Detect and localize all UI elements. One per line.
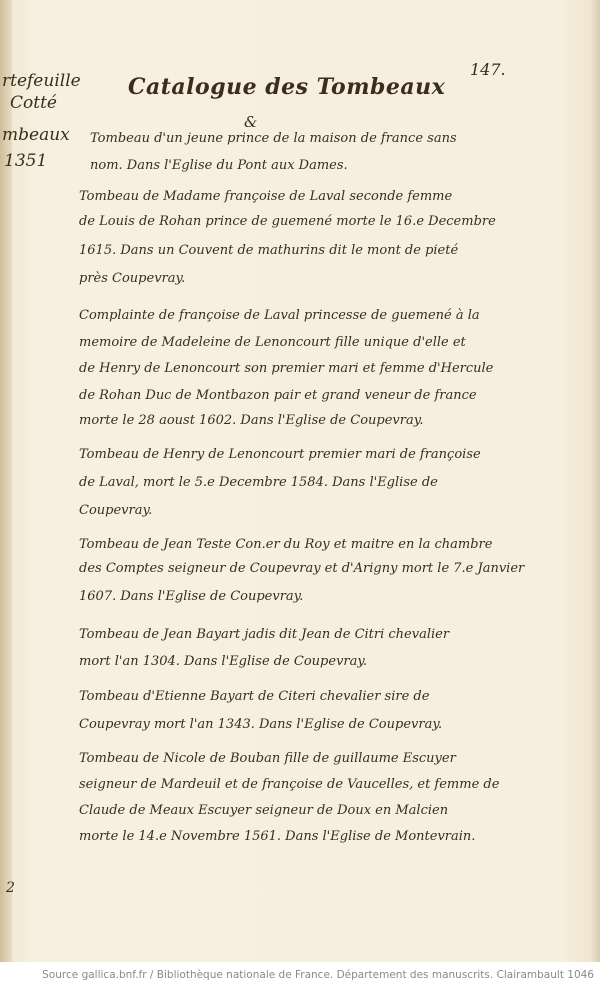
manuscript-line: de Henry de Lenoncourt son premier mari et femme d'Hercule [79, 361, 494, 376]
page-title: Catalogue des Tombeaux [128, 74, 446, 100]
title-ampersand: & [244, 113, 258, 131]
manuscript-line: près Coupevray. [79, 271, 186, 286]
margin-note-line: mbeaux [2, 125, 70, 145]
manuscript-line: Tombeau de Jean Bayart jadis dit Jean de Citri chevalier [79, 627, 450, 642]
manuscript-line: Tombeau d'un jeune prince de la maison de france sans [90, 131, 457, 146]
manuscript-line: Tombeau de Nicole de Bouban fille de guillaume Escuyer [79, 751, 456, 766]
manuscript-line: memoire de Madeleine de Lenoncourt fille unique d'elle et [79, 335, 466, 350]
manuscript-line: de Rohan Duc de Montbazon pair et grand veneur de france [79, 388, 477, 403]
source-credit-footer: Source gallica.bnf.fr / Bibliothèque nationale de France. Département des manuscrits. Clairambault 1046 [0, 962, 600, 989]
manuscript-line: de Louis de Rohan prince de guemené morte le 16.e Decembre [79, 214, 496, 229]
manuscript-line: seigneur de Mardeuil et de françoise de Vaucelles, et femme de [79, 777, 500, 792]
page-edge-shadow [590, 0, 600, 962]
folio-number: 147. [470, 60, 506, 79]
manuscript-line: Tombeau de Jean Teste Con.er du Roy et maitre en la chambre [79, 537, 493, 552]
manuscript-line: morte le 14.e Novembre 1561. Dans l'Eglise de Montevrain. [79, 829, 476, 844]
manuscript-line: des Comptes seigneur de Coupevray et d'Arigny mort le 7.e Janvier [79, 561, 525, 576]
manuscript-line: Complainte de françoise de Laval princesse de guemené à la [79, 308, 480, 323]
manuscript-line: Tombeau de Henry de Lenoncourt premier mari de françoise [79, 447, 481, 462]
margin-note-line: 1351 [4, 151, 48, 171]
manuscript-line: 1615. Dans un Couvent de mathurins dit le mont de pieté [79, 243, 459, 258]
margin-note-line: Cotté [10, 93, 57, 113]
manuscript-line: 1607. Dans l'Eglise de Coupevray. [79, 589, 304, 604]
page-number: 2 [6, 880, 15, 896]
manuscript-line: Claude de Meaux Escuyer seigneur de Doux en Malcien [79, 803, 449, 818]
manuscript-line: de Laval, mort le 5.e Decembre 1584. Dans l'Eglise de [79, 475, 438, 490]
manuscript-line: nom. Dans l'Eglise du Pont aux Dames. [90, 158, 348, 173]
manuscript-line: Coupevray mort l'an 1343. Dans l'Eglise de Coupevray. [79, 717, 443, 732]
manuscript-line: Tombeau de Madame françoise de Laval seconde femme [79, 189, 453, 204]
manuscript-line: morte le 28 aoust 1602. Dans l'Eglise de Coupevray. [79, 413, 424, 428]
margin-note-line: rtefeuille [2, 71, 81, 91]
manuscript-line: Tombeau d'Etienne Bayart de Citeri chevalier sire de [79, 689, 430, 704]
manuscript-line: mort l'an 1304. Dans l'Eglise de Coupevray. [79, 654, 368, 669]
manuscript-line: Coupevray. [79, 503, 153, 518]
